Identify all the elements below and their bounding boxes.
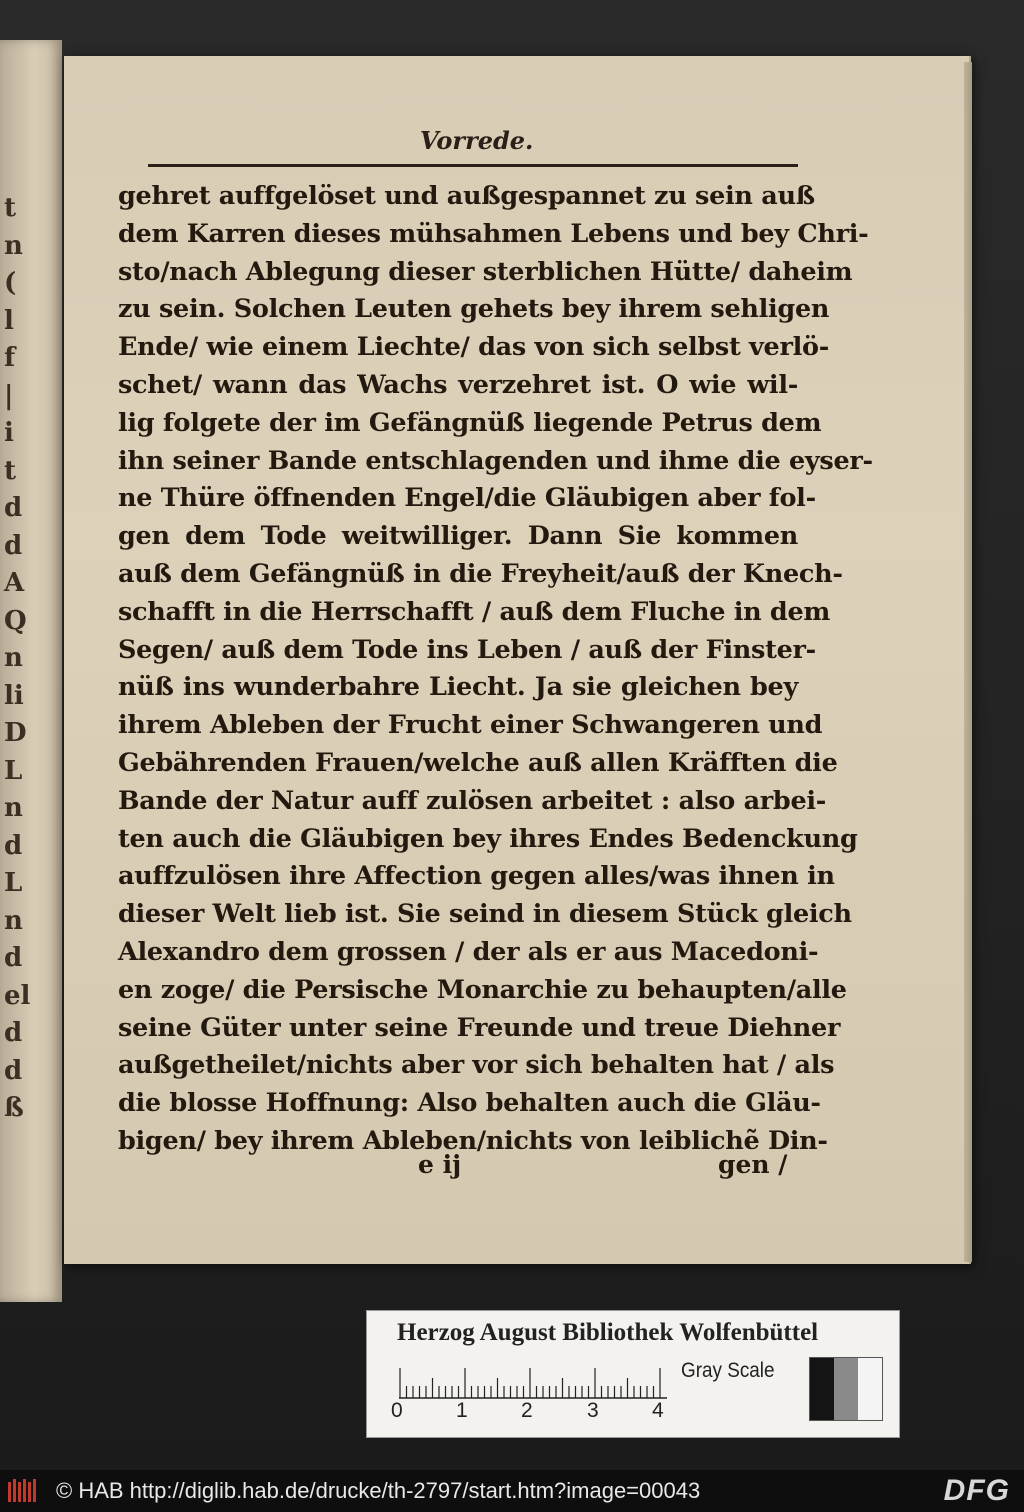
- ruler-scale: [399, 1361, 667, 1399]
- text-line: gehret auffgelöset und außgespannet zu sein auß: [118, 181, 815, 211]
- text-line: gen dem Tode weitwilliger. Dann Sie kommen: [118, 521, 798, 552]
- text-line: schafft in die Herrschafft / auß dem Fluche in dem: [118, 596, 831, 627]
- text-line: Bande der Natur auff zulösen arbeitet : also arbei-: [118, 785, 827, 816]
- page-body-text: [118, 178, 873, 1161]
- running-head: Vorrede.: [420, 126, 534, 155]
- text-line: die blosse Hoffnung: Also behalten auch die Gläu-: [118, 1088, 821, 1119]
- text-line: Alexandro dem grossen / der als er aus Macedoni-: [118, 936, 819, 967]
- ruler-number: 2: [521, 1399, 533, 1422]
- text-line: sto/nach Ablegung dieser sterblichen Hütte/ daheim: [118, 256, 853, 287]
- text-line: ihrem Ableben der Frucht einer Schwangeren und: [118, 710, 823, 741]
- bottom-banner: [0, 1470, 1024, 1512]
- text-line: dem Karren dieses mühsahmen Lebens und bey Chri-: [118, 218, 869, 249]
- hab-logo-icon: [6, 1476, 42, 1506]
- text-line: seine Güter unter seine Freunde und treue Diehner: [118, 1012, 841, 1043]
- page-fore-edge: [964, 62, 972, 1262]
- signature-mark: e ij: [418, 1150, 462, 1179]
- text-line: lig folgete der im Gefängnüß liegende Petrus dem: [118, 407, 822, 438]
- ruler-number: 4: [652, 1399, 664, 1422]
- swatch-gray: [834, 1358, 858, 1420]
- text-line: auß dem Gefängnüß in die Freyheit/auß der Knech-: [118, 558, 843, 589]
- copyright-url-text[interactable]: © HAB http://diglib.hab.de/drucke/th-2797/start.htm?image=00043: [56, 1478, 701, 1503]
- library-scale-card: [366, 1310, 900, 1438]
- ruler-number: 1: [456, 1399, 468, 1422]
- text-line: en zoge/ die Persische Monarchie zu behaupten/alle: [118, 974, 847, 1005]
- text-line: ihn seiner Bande entschlagenden und ihme die eyser-: [118, 445, 873, 476]
- text-line: Segen/ auß dem Tode ins Leben / auß der Finster-: [118, 634, 816, 665]
- text-line: nüß ins wunderbahre Liecht. Ja sie gleichen bey: [118, 672, 798, 703]
- facing-page-edge: [0, 40, 62, 1302]
- gray-scale-label: Gray Scale: [681, 1359, 775, 1382]
- ruler-numbers: [391, 1399, 691, 1427]
- text-line: Gebährenden Frauen/welche auß allen Kräfften die: [118, 747, 838, 778]
- dfg-logo: DFG: [943, 1474, 1010, 1507]
- gray-scale-swatches: [809, 1357, 883, 1421]
- text-line: bigen/ bey ihrem Ableben/nichts von leiblichẽ Din-: [118, 1125, 828, 1156]
- text-line: Ende/ wie einem Liechte/ das von sich selbst verlö-: [118, 332, 829, 363]
- catchword: gen /: [718, 1150, 788, 1179]
- swatch-white: [858, 1358, 882, 1420]
- facing-page-text-fragments: t n ( l f | i t d d A Q n li D L n d L n d el d d ß: [4, 193, 31, 1123]
- library-name: Herzog August Bibliothek Wolfenbüttel: [397, 1319, 819, 1346]
- text-line: außgetheilet/nichts aber vor sich behalten hat / als: [118, 1050, 835, 1081]
- text-line: ten auch die Gläubigen bey ihres Endes Bedenckung: [118, 823, 858, 854]
- text-line: auffzulösen ihre Affection gegen alles/was ihnen in: [118, 861, 835, 892]
- ruler-number: 0: [391, 1399, 403, 1422]
- swatch-black: [810, 1358, 834, 1420]
- text-line: schet/ wann das Wachs verzehret ist. O wie wil-: [118, 369, 798, 400]
- head-rule: [148, 164, 798, 167]
- ruler-number: 3: [587, 1399, 599, 1422]
- text-line: zu sein. Solchen Leuten gehets bey ihrem sehligen: [118, 294, 830, 325]
- text-line: ne Thüre öffnenden Engel/die Gläubigen aber fol-: [118, 483, 816, 514]
- text-line: dieser Welt lieb ist. Sie seind in diesem Stück gleich: [118, 899, 852, 930]
